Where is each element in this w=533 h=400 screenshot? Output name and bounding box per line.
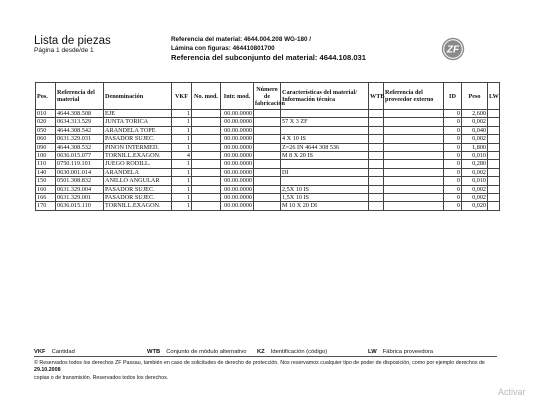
cell-nomod bbox=[192, 126, 221, 134]
cell-lw bbox=[488, 168, 500, 176]
col-caract: Características del material/ Información técnica bbox=[281, 83, 369, 110]
cell-peso: 0,010 bbox=[462, 152, 488, 160]
cell-denom: ANILLO ANGULAR bbox=[104, 177, 172, 185]
table-row bbox=[36, 143, 500, 151]
cell-intr: 00.00.0000 bbox=[221, 110, 254, 118]
cell-pos: 140 bbox=[36, 168, 56, 176]
cell-nfab bbox=[254, 185, 281, 193]
cell-peso: 0,020 bbox=[462, 202, 488, 210]
cell-ref: 4644.308.532 bbox=[56, 143, 104, 151]
cell-wtb bbox=[369, 177, 384, 185]
cell-denom: PASADOR SUJEC. bbox=[104, 185, 172, 193]
cell-nomod bbox=[192, 152, 221, 160]
col-pos: Pos. bbox=[36, 83, 56, 110]
cell-nfab bbox=[254, 126, 281, 134]
col-vkf: VKF bbox=[172, 83, 192, 110]
cell-vkf: 1 bbox=[172, 185, 192, 193]
col-nfab: Número de fabricación bbox=[254, 83, 281, 110]
zf-logo-icon bbox=[441, 37, 465, 61]
cell-pos: 050 bbox=[36, 126, 56, 134]
cell-lw bbox=[488, 110, 500, 118]
cell-refprov bbox=[384, 177, 444, 185]
cell-peso: 0,002 bbox=[462, 194, 488, 202]
cell-id: 0 bbox=[444, 177, 462, 185]
cell-pos: 010 bbox=[36, 110, 56, 118]
cell-caract: 4 X 10 IS bbox=[281, 135, 369, 143]
cell-nfab bbox=[254, 177, 281, 185]
cell-peso: 0,280 bbox=[462, 160, 488, 168]
cell-refprov bbox=[384, 160, 444, 168]
col-intr: Intr. mod. bbox=[221, 83, 254, 110]
cell-wtb bbox=[369, 118, 384, 126]
legend-vkf: VKF Cantidad bbox=[34, 349, 75, 355]
cell-nomod bbox=[192, 185, 221, 193]
table-row bbox=[36, 126, 500, 134]
cell-peso: 0,040 bbox=[462, 126, 488, 134]
cell-vkf: 4 bbox=[172, 152, 192, 160]
cell-refprov bbox=[384, 118, 444, 126]
cell-lw bbox=[488, 126, 500, 134]
table-row bbox=[36, 194, 500, 202]
cell-id: 0 bbox=[444, 143, 462, 151]
cell-caract: 2,5X 10 IS bbox=[281, 185, 369, 193]
cell-denom: TORNILL.EXAGON. bbox=[104, 152, 172, 160]
cell-nomod bbox=[192, 160, 221, 168]
page-info: Página 1 desde/de 1 bbox=[34, 47, 94, 54]
col-denom: Denominación bbox=[104, 83, 172, 110]
cell-lw bbox=[488, 143, 500, 151]
cell-caract: DI bbox=[281, 168, 369, 176]
table-row bbox=[36, 118, 500, 126]
cell-refprov bbox=[384, 135, 444, 143]
cell-caract bbox=[281, 110, 369, 118]
cell-intr: 00.00.0000 bbox=[221, 168, 254, 176]
cell-vkf: 1 bbox=[172, 160, 192, 168]
cell-denom: TORNILL.EXAGON. bbox=[104, 202, 172, 210]
reference-block bbox=[171, 36, 421, 63]
legend-kz: KZ Identificación (código) bbox=[257, 349, 328, 355]
col-id: ID bbox=[444, 83, 462, 110]
cell-pos: 060 bbox=[36, 135, 56, 143]
cell-intr: 00.00.0000 bbox=[221, 194, 254, 202]
cell-id: 0 bbox=[444, 110, 462, 118]
cell-intr: 00.00.0000 bbox=[221, 118, 254, 126]
cell-pos: 166 bbox=[36, 194, 56, 202]
cell-refprov bbox=[384, 185, 444, 193]
cell-wtb bbox=[369, 202, 384, 210]
cell-caract: M 10 X 20 DI bbox=[281, 202, 369, 210]
cell-denom: PASADOR SUJEC. bbox=[104, 194, 172, 202]
cell-ref: 0631.329.001 bbox=[56, 194, 104, 202]
cell-denom: EJE bbox=[104, 110, 172, 118]
cell-id: 0 bbox=[444, 185, 462, 193]
cell-peso: 0,002 bbox=[462, 185, 488, 193]
cell-denom: PASADOR SUJEC. bbox=[104, 135, 172, 143]
col-wtb: WTB bbox=[369, 83, 384, 110]
cell-refprov bbox=[384, 110, 444, 118]
cell-lw bbox=[488, 152, 500, 160]
table-row bbox=[36, 202, 500, 210]
cell-nfab bbox=[254, 168, 281, 176]
cell-denom: ARANDELA bbox=[104, 168, 172, 176]
cell-vkf: 1 bbox=[172, 194, 192, 202]
cell-denom: JUNTA TORICA bbox=[104, 118, 172, 126]
cell-vkf: 1 bbox=[172, 135, 192, 143]
cell-caract: Z=26 IN 4644 308 536 bbox=[281, 143, 369, 151]
cell-lw bbox=[488, 194, 500, 202]
cell-lw bbox=[488, 160, 500, 168]
cell-denom: ARANDELA TOPE bbox=[104, 126, 172, 134]
cell-caract: M 8 X 20 IS bbox=[281, 152, 369, 160]
cell-caract: 1,5X 10 IS bbox=[281, 194, 369, 202]
cell-intr: 00.00.0000 bbox=[221, 160, 254, 168]
cell-lw bbox=[488, 177, 500, 185]
cell-nomod bbox=[192, 135, 221, 143]
copyright-notice: © Reservados todos los derechos ZF Passau, también en caso de solicitudes de derecho de protección. Nos reservamos cualquier tipo de poder de disposición, como por ejemplo derechos de 29.10.2008 copias o de transmisión. Reservados todos los derechos. bbox=[34, 360, 485, 381]
cell-ref: 0634.313.529 bbox=[56, 118, 104, 126]
col-ref: Referencia del material bbox=[56, 83, 104, 110]
cell-wtb bbox=[369, 160, 384, 168]
cell-intr: 00.00.0000 bbox=[221, 135, 254, 143]
cell-lw bbox=[488, 202, 500, 210]
cell-caract bbox=[281, 177, 369, 185]
cell-ref: 4644.308.542 bbox=[56, 126, 104, 134]
legend-wtb: WTB Conjunto de módulo alternativo bbox=[147, 349, 247, 355]
cell-nfab bbox=[254, 194, 281, 202]
cell-intr: 00.00.0000 bbox=[221, 202, 254, 210]
cell-peso: 0,002 bbox=[462, 135, 488, 143]
cell-caract bbox=[281, 126, 369, 134]
cell-wtb bbox=[369, 185, 384, 193]
cell-wtb bbox=[369, 135, 384, 143]
cell-vkf: 1 bbox=[172, 202, 192, 210]
svg-text:ZF: ZF bbox=[446, 44, 460, 56]
cell-denom: JUEGO RODILL. bbox=[104, 160, 172, 168]
cell-ref: 0636.015.077 bbox=[56, 152, 104, 160]
cell-ref: 0636.015.110 bbox=[56, 202, 104, 210]
cell-refprov bbox=[384, 168, 444, 176]
cell-nomod bbox=[192, 194, 221, 202]
cell-ref: 0501.308.832 bbox=[56, 177, 104, 185]
footer-divider bbox=[34, 356, 497, 357]
cell-nfab bbox=[254, 110, 281, 118]
cell-nfab bbox=[254, 118, 281, 126]
table-row bbox=[36, 152, 500, 160]
cell-lw bbox=[488, 185, 500, 193]
cell-id: 0 bbox=[444, 202, 462, 210]
cell-lw bbox=[488, 118, 500, 126]
cell-wtb bbox=[369, 143, 384, 151]
subassembly-reference: Referencia del subconjunto del material: 4644.108.031 bbox=[171, 53, 366, 62]
table-row bbox=[36, 177, 500, 185]
cell-caract: 57 X 3 ZF bbox=[281, 118, 369, 126]
cell-vkf: 1 bbox=[172, 110, 192, 118]
cell-intr: 00.00.0000 bbox=[221, 177, 254, 185]
cell-peso: 2,600 bbox=[462, 110, 488, 118]
cell-vkf: 1 bbox=[172, 168, 192, 176]
activation-watermark: Activar bbox=[498, 387, 526, 397]
col-lw: LW bbox=[488, 83, 500, 110]
cell-nfab bbox=[254, 160, 281, 168]
cell-intr: 00.00.0000 bbox=[221, 126, 254, 134]
cell-lw bbox=[488, 135, 500, 143]
parts-table bbox=[35, 82, 500, 211]
cell-intr: 00.00.0000 bbox=[221, 152, 254, 160]
table-row bbox=[36, 160, 500, 168]
cell-vkf: 1 bbox=[172, 143, 192, 151]
cell-nomod bbox=[192, 168, 221, 176]
table-header-row bbox=[36, 83, 500, 110]
cell-caract bbox=[281, 160, 369, 168]
cell-vkf: 1 bbox=[172, 126, 192, 134]
page-title: Lista de piezas bbox=[34, 35, 111, 47]
legend-lw: LW Fábrica proveedora bbox=[368, 349, 433, 355]
cell-peso: 0,002 bbox=[462, 118, 488, 126]
figure-sheet: Lámina con figuras: 464410801700 bbox=[171, 44, 275, 52]
cell-id: 0 bbox=[444, 118, 462, 126]
cell-refprov bbox=[384, 202, 444, 210]
cell-peso: 0,002 bbox=[462, 168, 488, 176]
cell-nomod bbox=[192, 177, 221, 185]
cell-wtb bbox=[369, 194, 384, 202]
cell-vkf: 1 bbox=[172, 177, 192, 185]
cell-pos: 170 bbox=[36, 202, 56, 210]
cell-wtb bbox=[369, 126, 384, 134]
cell-denom: PINON INTERMED. bbox=[104, 143, 172, 151]
cell-wtb bbox=[369, 152, 384, 160]
cell-ref: 4644.308.508 bbox=[56, 110, 104, 118]
table-row bbox=[36, 168, 500, 176]
col-peso: Peso bbox=[462, 83, 488, 110]
table-row bbox=[36, 135, 500, 143]
cell-ref: 0750.119.101 bbox=[56, 160, 104, 168]
table-row bbox=[36, 110, 500, 118]
table-row bbox=[36, 185, 500, 193]
cell-pos: 160 bbox=[36, 185, 56, 193]
material-reference: Referencia del material: 4644.004.208 WG-180 / bbox=[171, 36, 312, 43]
cell-nomod bbox=[192, 118, 221, 126]
cell-intr: 00.00.0000 bbox=[221, 185, 254, 193]
cell-pos: 020 bbox=[36, 118, 56, 126]
col-nomod: No. mod. bbox=[192, 83, 221, 110]
cell-peso: 1,800 bbox=[462, 143, 488, 151]
cell-ref: 0631.329.031 bbox=[56, 135, 104, 143]
cell-refprov bbox=[384, 152, 444, 160]
cell-pos: 100 bbox=[36, 152, 56, 160]
col-refprov: Referencia del proveedor externo bbox=[384, 83, 444, 110]
cell-nomod bbox=[192, 110, 221, 118]
cell-id: 0 bbox=[444, 126, 462, 134]
cell-pos: 150 bbox=[36, 177, 56, 185]
cell-id: 0 bbox=[444, 135, 462, 143]
cell-refprov bbox=[384, 143, 444, 151]
cell-ref: 0630.001.014 bbox=[56, 168, 104, 176]
cell-id: 0 bbox=[444, 168, 462, 176]
cell-intr: 00.00.0000 bbox=[221, 143, 254, 151]
cell-nfab bbox=[254, 202, 281, 210]
cell-id: 0 bbox=[444, 160, 462, 168]
cell-pos: 110 bbox=[36, 160, 56, 168]
cell-nfab bbox=[254, 135, 281, 143]
cell-nfab bbox=[254, 143, 281, 151]
cell-nomod bbox=[192, 202, 221, 210]
cell-refprov bbox=[384, 194, 444, 202]
cell-nfab bbox=[254, 152, 281, 160]
cell-nomod bbox=[192, 143, 221, 151]
cell-refprov bbox=[384, 126, 444, 134]
cell-id: 0 bbox=[444, 194, 462, 202]
cell-id: 0 bbox=[444, 152, 462, 160]
cell-vkf: 1 bbox=[172, 118, 192, 126]
cell-ref: 0631.329.004 bbox=[56, 185, 104, 193]
cell-peso: 0,010 bbox=[462, 177, 488, 185]
cell-wtb bbox=[369, 168, 384, 176]
cell-wtb bbox=[369, 110, 384, 118]
cell-pos: 090 bbox=[36, 143, 56, 151]
document-date: 29.10.2008 bbox=[34, 367, 61, 374]
